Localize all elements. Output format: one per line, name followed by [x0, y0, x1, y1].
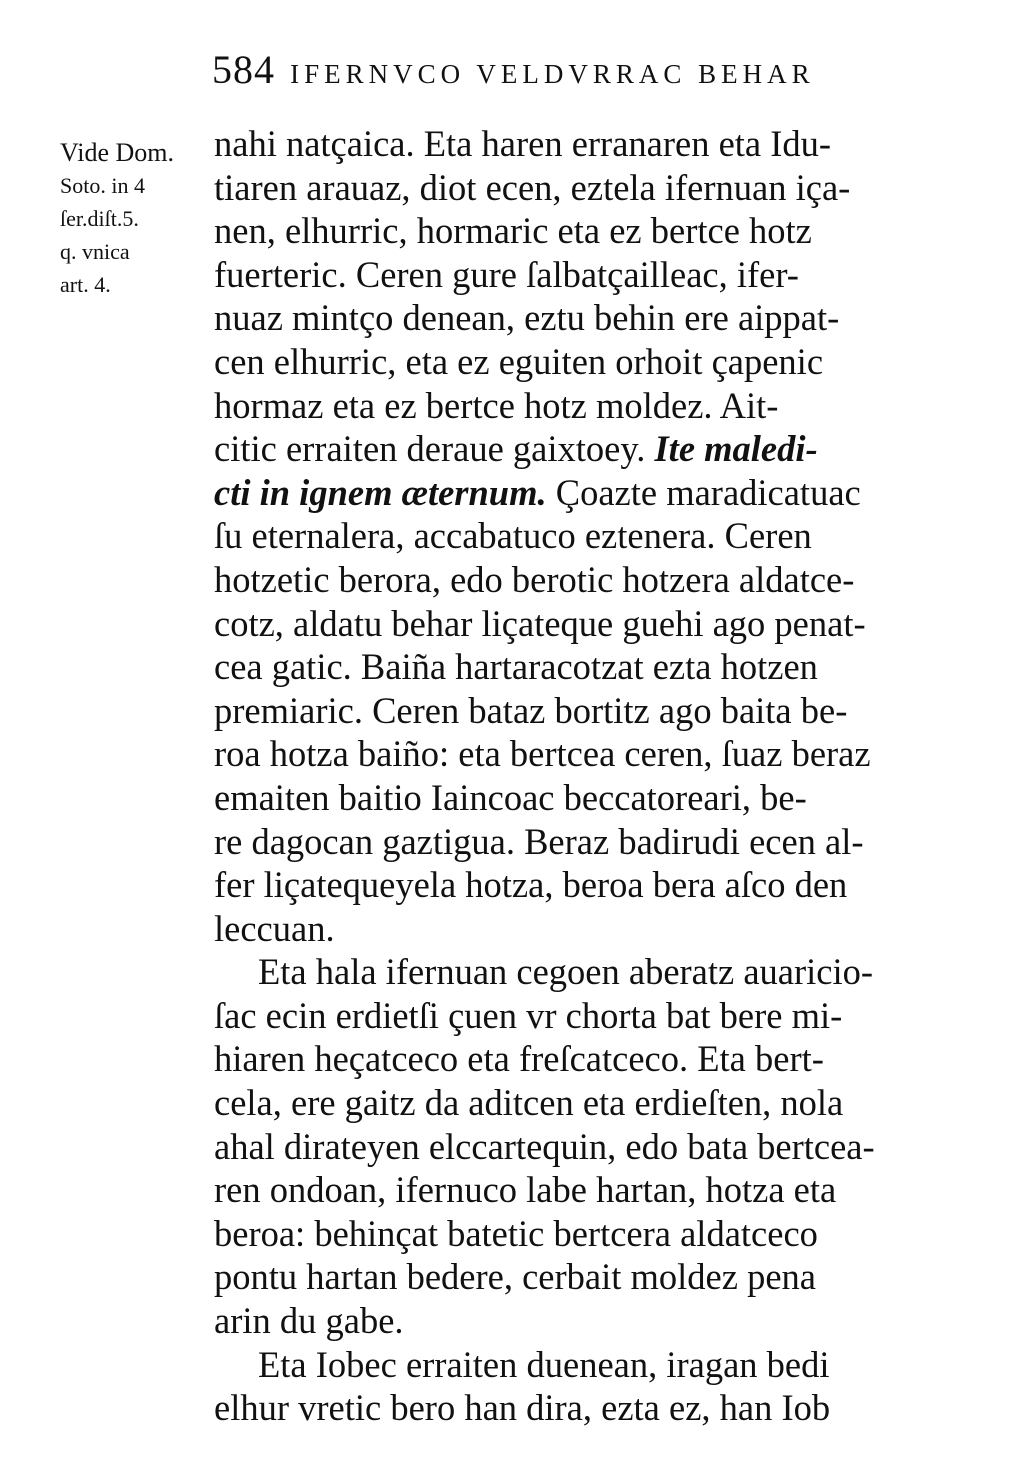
line-text: cea gatic. Baiña hartaracotzat ezta hotzen	[214, 646, 818, 688]
line-text: ahal dirateyen elccartequin, edo bata bertcea-	[214, 1125, 875, 1167]
line-text: Eta hala ifernuan cegoen aberatz auaricio-	[258, 951, 874, 993]
text-line	[214, 471, 934, 515]
text-line	[214, 776, 934, 820]
text-line	[214, 253, 934, 297]
line-text: hiaren heçatceco eta freſcatceco. Eta bert-	[214, 1038, 824, 1080]
line-text: beroa: behinçat batetic bertcera aldatceco	[214, 1212, 818, 1254]
line-text: nuaz mintço denean, eztu behin ere aippat-	[214, 297, 840, 339]
body-text	[214, 122, 934, 1430]
line-text: emaiten baitio Iaincoac beccatoreari, be-	[214, 776, 807, 818]
text-line	[214, 689, 934, 733]
text-line	[214, 1343, 934, 1387]
text-line	[214, 1168, 934, 1212]
line-text: tiaren arauaz, diot ecen, eztela ifernuan iça-	[214, 166, 851, 208]
text-line	[214, 514, 934, 558]
line-text: nen, elhurric, hormaric eta ez bertce hotz	[214, 210, 812, 252]
text-line	[214, 1125, 934, 1169]
line-text: ſac ecin erdietſi çuen vr chorta bat bere mi-	[214, 994, 843, 1036]
line-text: Eta Iobec erraiten duenean, iragan bedi	[258, 1343, 830, 1385]
running-title: IFERNVCO VELDVRRAC BEHAR	[290, 59, 815, 89]
text-line	[214, 384, 934, 428]
text-line	[214, 732, 934, 776]
text-line	[214, 1212, 934, 1256]
text-line	[214, 558, 934, 602]
text-line	[214, 1386, 934, 1430]
text-line	[214, 645, 934, 689]
line-text: premiaric. Ceren bataz bortitz ago baita be-	[214, 689, 848, 731]
margin-note-line: Soto. in 4	[60, 173, 145, 198]
text-line	[214, 427, 934, 471]
text-line	[214, 122, 934, 166]
page-number: 584	[212, 47, 275, 92]
line-text: roa hotza baiño: eta bertcea ceren, ſuaz beraz	[214, 733, 871, 775]
margin-note-line: art. 4.	[60, 272, 111, 297]
text-line	[214, 1081, 934, 1125]
line-text: hormaz eta ez bertce hotz moldez. Ait-	[214, 384, 779, 426]
line-text: ren ondoan, ifernuco labe hartan, hotza eta	[214, 1169, 837, 1211]
latin-quote: Ite maledi-	[654, 428, 818, 470]
line-text: re dagocan gaztigua. Beraz badirudi ecen al-	[214, 820, 864, 862]
line-text: fuerteric. Ceren gure ſalbatçailleac, ifer-	[214, 253, 799, 295]
text-line	[214, 166, 934, 210]
text-line	[214, 994, 934, 1038]
line-text: hotzetic berora, edo berotic hotzera aldatce-	[214, 558, 855, 600]
margin-note-line: q. vnica	[60, 239, 130, 264]
line-text: cela, ere gaitz da aditcen eta erdieſten, nola	[214, 1082, 844, 1124]
line-text: elhur vretic bero han dira, ezta ez, han Iob	[214, 1387, 831, 1429]
line-text: cotz, aldatu behar liçateque guehi ago penat-	[214, 602, 866, 644]
text-line	[214, 296, 934, 340]
marginal-note	[60, 136, 220, 301]
line-text: fer liçatequeyela hotza, beroa bera aſco den	[214, 864, 848, 906]
line-text: cen elhurric, eta ez eguiten orhoit çapenic	[214, 340, 824, 382]
line-text: pontu hartan bedere, cerbait moldez pena	[214, 1256, 816, 1298]
latin-quote: cti in ignem æternum.	[214, 471, 547, 513]
line-text: nahi natçaica. Eta haren erranaren eta Idu-	[214, 123, 832, 164]
text-line	[214, 907, 934, 951]
text-line	[214, 1255, 934, 1299]
text-line	[214, 1037, 934, 1081]
text-line	[214, 602, 934, 646]
text-line	[214, 820, 934, 864]
text-line	[214, 863, 934, 907]
line-text: Çoazte maradicatuac	[546, 471, 861, 513]
line-text: leccuan.	[214, 907, 335, 949]
page-header	[212, 46, 912, 106]
text-line	[214, 209, 934, 253]
margin-note-line: ſer.diſt.5.	[60, 206, 139, 231]
text-line	[214, 340, 934, 384]
line-text: arin du gabe.	[214, 1300, 404, 1342]
line-text: citic erraiten deraue gaixtoey.	[214, 428, 655, 470]
text-line	[214, 1299, 934, 1343]
line-text: ſu eternalera, accabatuco eztenera. Ceren	[214, 515, 812, 557]
margin-note-line: Vide Dom.	[60, 138, 174, 167]
text-line	[214, 950, 934, 994]
